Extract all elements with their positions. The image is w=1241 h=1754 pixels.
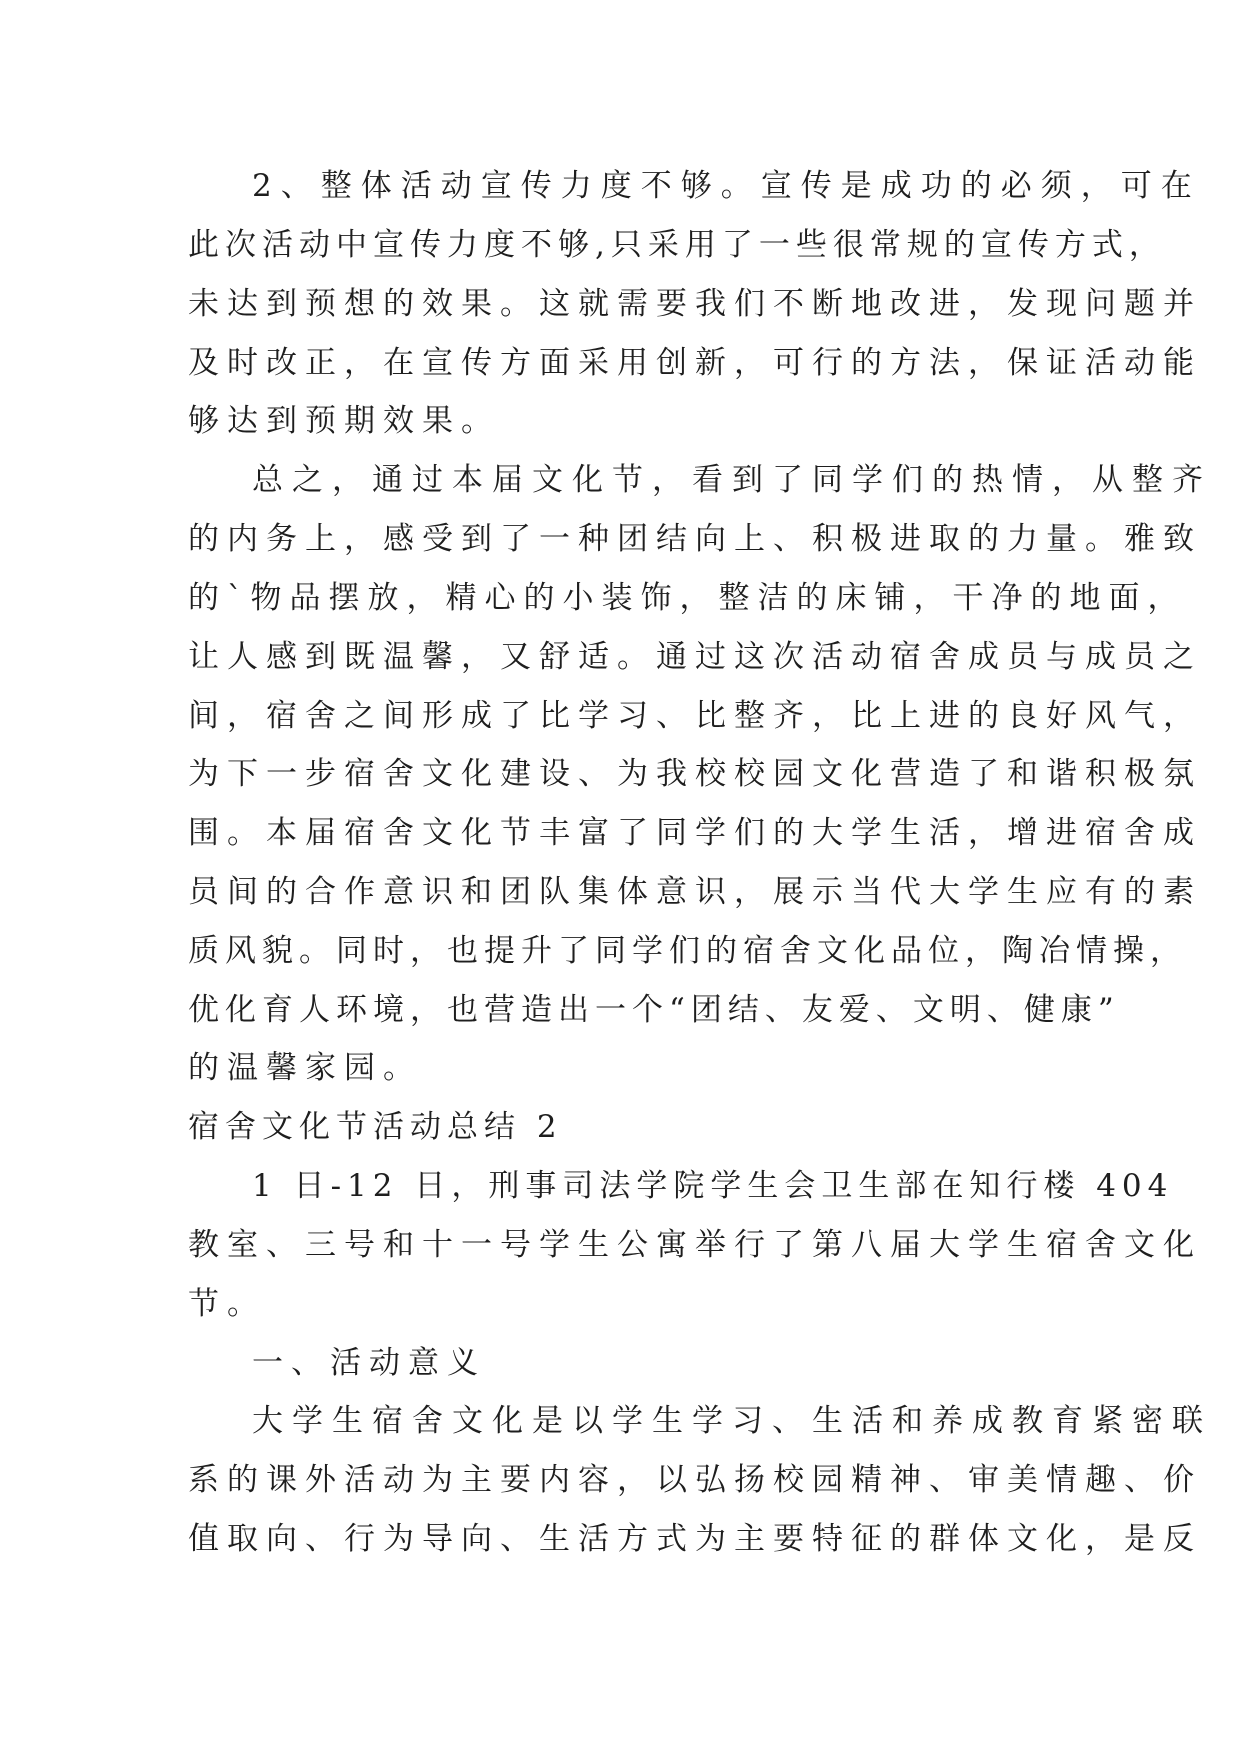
- paragraph-line: 1 日-12 日，刑事司法学院学生会卫生部在知行楼 404: [252, 1168, 1174, 1204]
- paragraph-line: 及时改正，在宣传方面采用创新，可行的方法，保证活动能: [188, 345, 1202, 381]
- paragraph-line: 间，宿舍之间形成了比学习、比整齐，比上进的良好风气，: [188, 698, 1202, 734]
- subheading: 一、活动意义: [252, 1345, 486, 1381]
- paragraph-line: 质风貌。同时，也提升了同学们的宿舍文化品位，陶冶情操，: [188, 933, 1187, 969]
- paragraph-line: 的`物品摆放，精心的小装饰，整洁的床铺，干净的地面，: [188, 580, 1187, 616]
- paragraph-line: 教室、三号和十一号学生公寓举行了第八届大学生宿舍文化: [188, 1227, 1202, 1263]
- paragraph-line: 系的课外活动为主要内容，以弘扬校园精神、审美情趣、价: [188, 1462, 1202, 1498]
- paragraph-line: 的温馨家园。: [188, 1050, 422, 1086]
- paragraph-line: 值取向、行为导向、生活方式为主要特征的群体文化，是反: [188, 1521, 1202, 1557]
- paragraph-line: 大学生宿舍文化是以学生学习、生活和养成教育紧密联: [252, 1403, 1212, 1439]
- paragraph-line: 让人感到既温馨，又舒适。通过这次活动宿舍成员与成员之: [188, 639, 1202, 675]
- paragraph-line: 的内务上，感受到了一种团结向上、积极进取的力量。雅致: [188, 521, 1202, 557]
- paragraph-line: 员间的合作意识和团队集体意识，展示当代大学生应有的素: [188, 874, 1202, 910]
- paragraph-line: 为下一步宿舍文化建设、为我校校园文化营造了和谐积极氛: [188, 756, 1202, 792]
- paragraph-line: 2、整体活动宣传力度不够。宣传是成功的必须，可在: [252, 168, 1201, 204]
- paragraph-line: 总之，通过本届文化节，看到了同学们的热情，从整齐: [252, 462, 1212, 498]
- paragraph-line: 未达到预想的效果。这就需要我们不断地改进，发现问题并: [188, 286, 1202, 322]
- paragraph-line: 节。: [188, 1286, 266, 1322]
- paragraph-line: 此次活动中宣传力度不够,只采用了一些很常规的宣传方式，: [188, 227, 1166, 263]
- paragraph-line: 优化育人环境，也营造出一个“团结、友爱、文明、健康”: [188, 992, 1120, 1028]
- section-heading: 宿舍文化节活动总结 2: [188, 1109, 563, 1145]
- paragraph-line: 够达到预期效果。: [188, 403, 500, 439]
- paragraph-line: 围。本届宿舍文化节丰富了同学们的大学生活，增进宿舍成: [188, 815, 1202, 851]
